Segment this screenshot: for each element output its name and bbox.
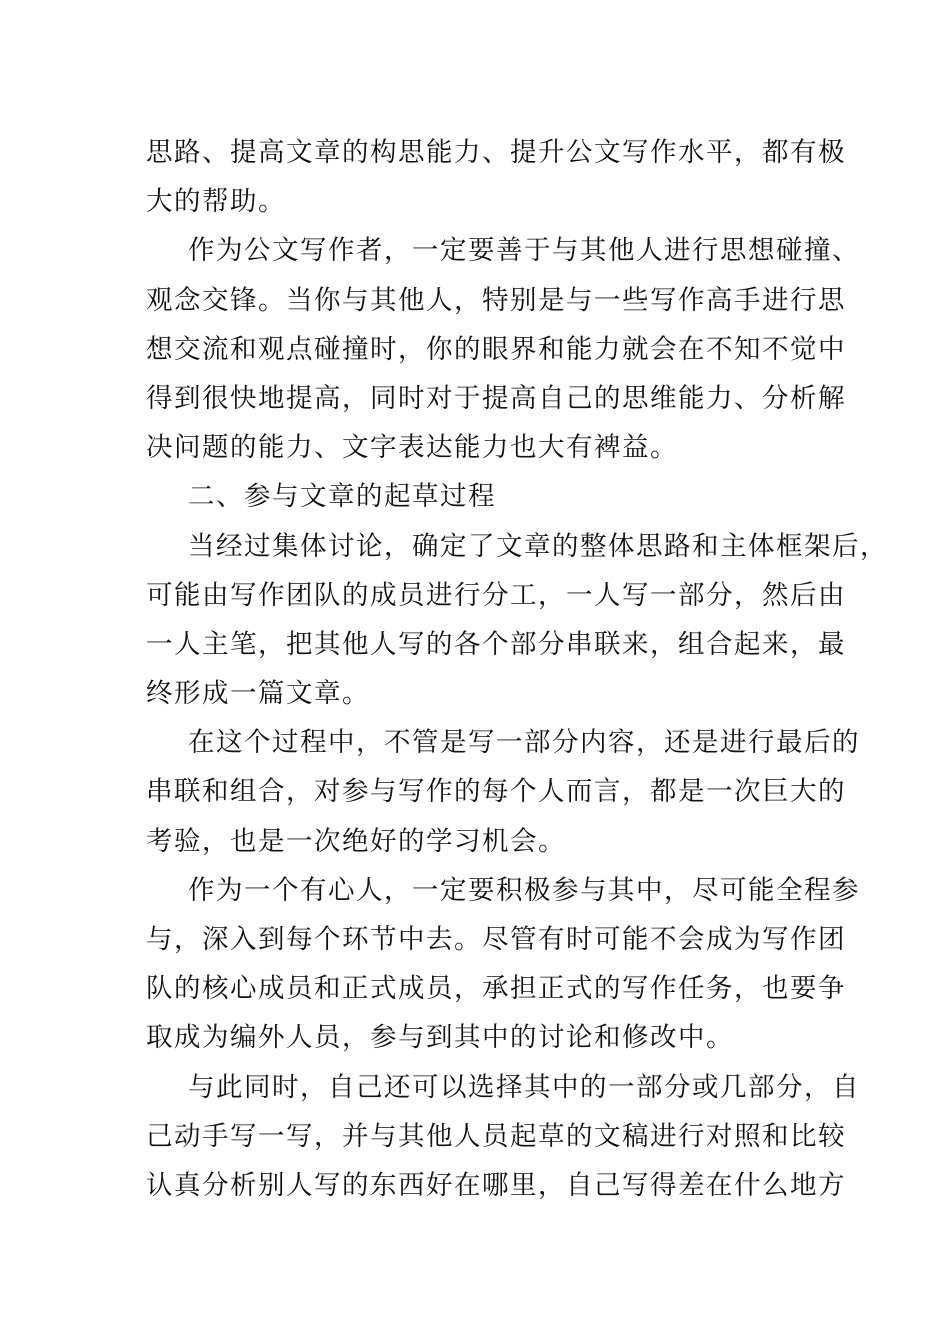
text-line: 一人主笔，把其他人写的各个部分串联来，组合起来，最 (146, 628, 846, 660)
text-line: 己动手写一写，并与其他人员起草的文稿进行对照和比较 (146, 1120, 846, 1152)
text-line: 可能由写作团队的成员进行分工，一人写一部分，然后由 (146, 579, 846, 611)
text-line: 决问题的能力、文字表达能力也大有裨益。 (146, 432, 678, 464)
paragraph-start-line: 当经过集体讨论，确定了文章的整体思路和主体框架后， (188, 530, 888, 562)
text-line: 观念交锋。当你与其他人，特别是与一些写作高手进行思 (146, 284, 846, 316)
text-line: 取成为编外人员，参与到其中的讨论和修改中。 (146, 1022, 734, 1054)
text-line: 考验，也是一次绝好的学习机会。 (146, 825, 566, 857)
text-line: 队的核心成员和正式成员，承担正式的写作任务，也要争 (146, 973, 846, 1005)
paragraph-start-line: 与此同时，自己还可以选择其中的一部分或几部分，自 (188, 1071, 860, 1103)
text-line: 终形成一篇文章。 (146, 678, 370, 710)
document-body (146, 128, 888, 1210)
text-line: 大的帮助。 (146, 186, 286, 218)
section-heading: 二、参与文章的起草过程 (188, 481, 496, 513)
text-line: 串联和组合，对参与写作的每个人而言，都是一次巨大的 (146, 776, 846, 808)
paragraph-start-line: 作为一个有心人，一定要积极参与其中，尽可能全程参 (188, 874, 860, 906)
text-line: 思路、提高文章的构思能力、提升公文写作水平，都有极 (146, 137, 846, 168)
text-line: 得到很快地提高，同时对于提高自己的思维能力、分析解 (146, 382, 846, 414)
paragraph-start-line: 在这个过程中，不管是写一部分内容，还是进行最后的 (188, 727, 860, 759)
text-line: 与，深入到每个环节中去。尽管有时可能不会成为写作团 (146, 924, 846, 955)
text-line: 想交流和观点碰撞时，你的眼界和能力就会在不知不觉中 (146, 333, 846, 365)
paragraph-start-line: 作为公文写作者，一定要善于与其他人进行思想碰撞、 (188, 235, 860, 267)
text-line: 认真分析别人写的东西好在哪里，自己写得差在什么地方 (146, 1169, 846, 1201)
